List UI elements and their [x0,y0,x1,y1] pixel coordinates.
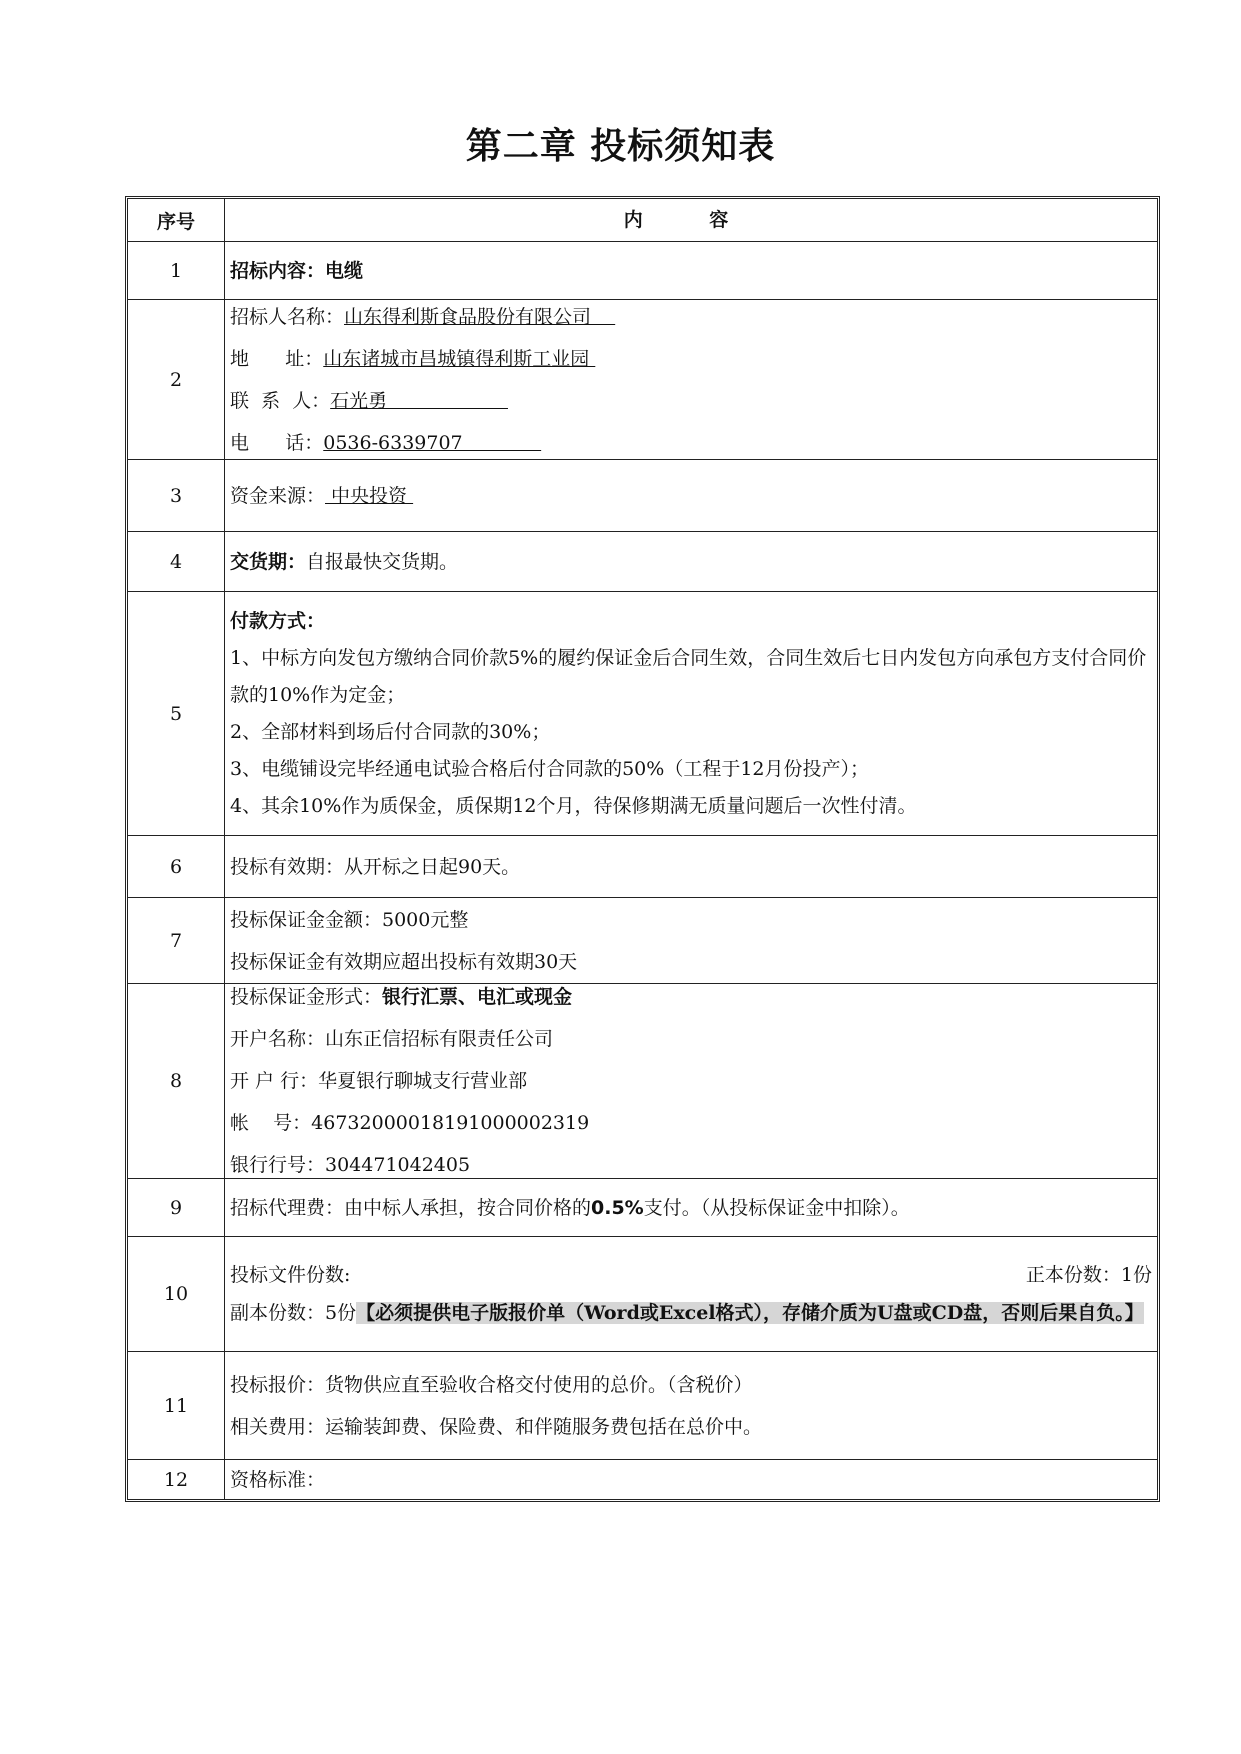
address-value: 山东诸城市昌城镇得利斯工业园 [323,347,596,370]
bond-validity: 投标保证金有效期应超出投标有效期30天 [230,950,578,973]
payment-item: 1、中标方向发包方缴纳合同价款5%的履约保证金后合同生效，合同生效后七日内发包方向承包方支付合同价款的10%作为定金； [230,646,1147,706]
page-title: 第二章 投标须知表 [465,126,776,167]
validity-text: 投标有效期：从开标之日起90天。 [230,855,521,878]
phone-label: 电 话： [230,431,324,454]
table-row [128,1351,1157,1459]
delivery-value: 自报最快交货期。 [306,550,459,573]
related-costs: 相关费用：运输装卸费、保险费、和伴随服务费包括在总价中。 [230,1415,763,1438]
agency-fee-text-2: 支付。（从投标保证金中扣除）。 [643,1196,910,1219]
row1-label: 招标内容： [230,259,326,282]
table-header [128,199,1157,241]
table-row [128,459,1157,531]
bond-form-value: 银行汇票、电汇或现金 [382,986,573,1008]
agency-fee-text: 招标代理费：由中标人承担，按合同价格的 [230,1196,592,1219]
qualification-text: 资格标准： [230,1468,326,1491]
copies-label: 投标文件份数: [230,1264,351,1286]
bank-code: 银行行号：304471042405 [230,1154,471,1176]
table-row [128,1236,1157,1351]
payment-label: 付款方式： [230,609,326,632]
payment-item: 4、其余10%作为质保金，质保期12个月，待保修期满无质量问题后一次性付清。 [230,794,917,817]
payment-item: 3、电缆铺设完毕经通电试验合格后付合同款的50%（工程于12月份投产）； [230,757,869,780]
table-row [128,531,1157,591]
row-num: 11 [128,1352,225,1459]
delivery-label: 交货期： [230,550,307,573]
row-num: 12 [128,1460,225,1499]
table-row [128,591,1157,835]
bidding-table [125,196,1160,1502]
fund-label: 资金来源： [230,484,326,507]
bid-price: 投标报价：货物供应直至验收合格交付使用的总价。（含税价） [230,1373,753,1396]
table-row [128,897,1157,983]
table-row [128,1459,1157,1499]
bond-form-label: 投标保证金形式： [230,986,383,1008]
phone-value: 0536-6339707 [323,431,542,454]
agency-fee-percent: 0.5% [591,1196,644,1219]
contact-value: 石光勇 [330,389,508,412]
table-row [128,983,1157,1178]
original-copies: 正本份数：1份 [1025,1264,1152,1286]
header-content: 内 容 [623,209,759,231]
bond-amount: 投标保证金金额：5000元整 [230,908,469,931]
table-row [128,835,1157,897]
row-num: 3 [128,460,225,531]
table-row [128,299,1157,459]
table-row [128,241,1157,299]
electronic-note: 【必须提供电子版报价单（Word或Excel格式），存储介质为U盘或CD盘，否则后果自负。】 [356,1302,1144,1324]
account-bank: 开 户 行：华夏银行聊城支行营业部 [230,1070,528,1092]
row-num: 9 [128,1179,225,1236]
table-row [128,1178,1157,1236]
address-label: 地 址： [230,347,324,370]
tenderer-label: 招标人名称： [230,305,345,328]
payment-item: 2、全部材料到场后付合同款的30%； [230,720,551,743]
row1-value: 电缆 [325,259,364,282]
account-name: 开户名称：山东正信招标有限责任公司 [230,1028,554,1050]
row-num: 7 [128,898,225,983]
row-num: 6 [128,836,225,897]
tenderer-name: 山东得利斯食品股份有限公司 [344,305,616,328]
duplicate-copies: 副本份数：5份 [230,1302,357,1324]
account-number: 帐 号：46732000018191000002319 [230,1112,590,1134]
fund-value: 中央投资 [325,484,414,507]
row-num: 8 [128,984,225,1178]
row-num: 10 [128,1237,225,1351]
row-num: 1 [128,242,225,299]
contact-label: 联 系 人： [230,389,331,412]
row-num: 2 [128,300,225,459]
header-num: 序号 [128,199,225,241]
row-num: 4 [128,532,225,591]
row-num: 5 [128,592,225,835]
